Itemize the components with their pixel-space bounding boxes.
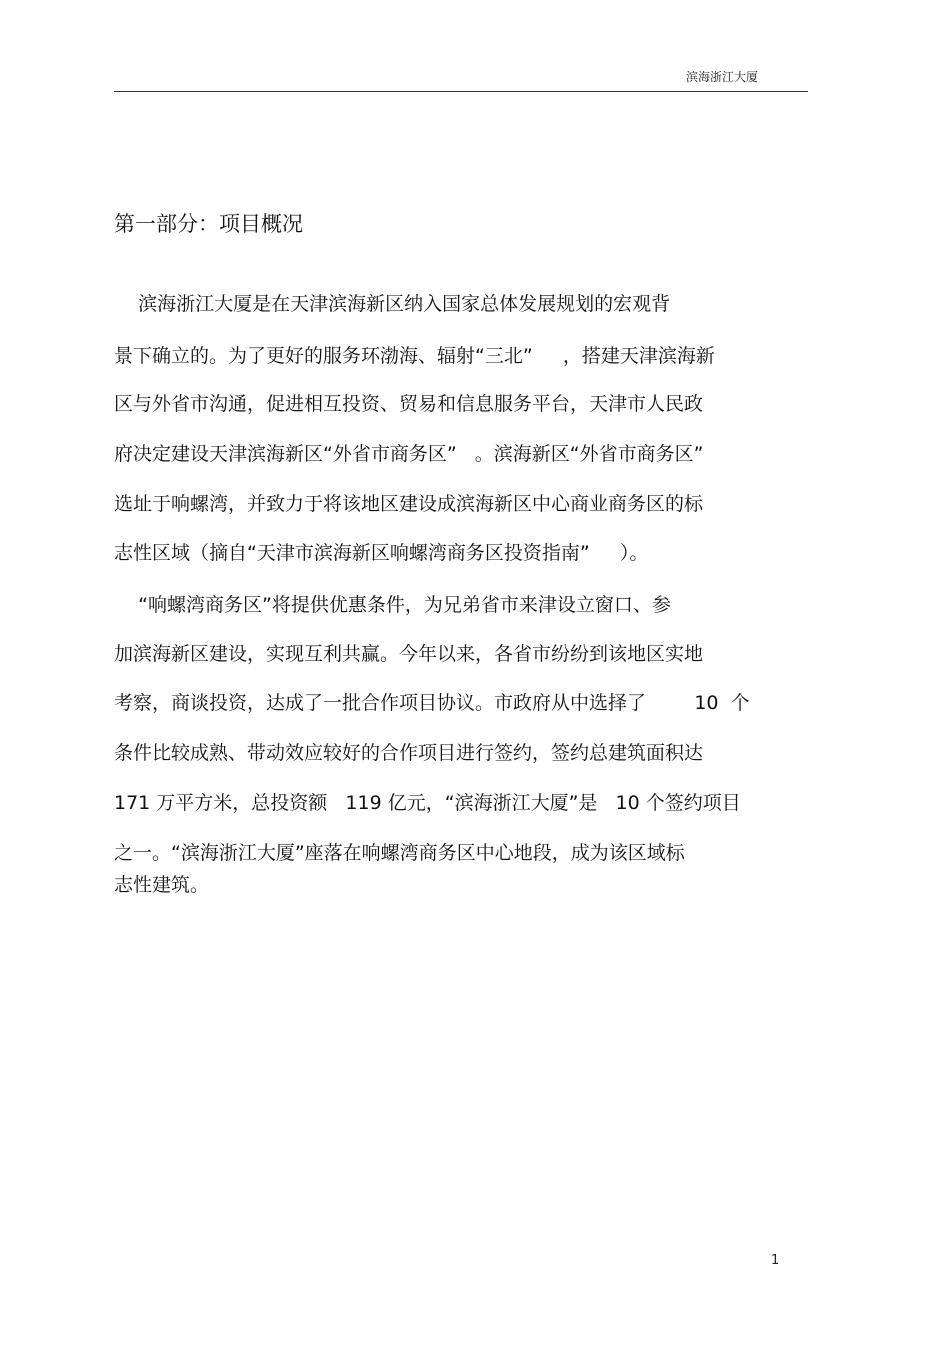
body-line: 志性建筑。 <box>114 874 210 896</box>
section-heading: 第一部分：项目概况 <box>114 212 303 236</box>
body-line: 考察，商谈投资，达成了一批合作项目协议。市政府从中选择了 10 个 <box>114 692 750 714</box>
body-line: 加滨海新区建设，实现互利共赢。今年以来，各省市纷纷到该地区实地 <box>114 643 704 665</box>
running-header: 滨海浙江大厦 <box>685 70 758 84</box>
header-rule <box>114 91 808 92</box>
body-line: 171 万平方米，总投资额 119 亿元，“滨海浙江大厦”是 10 个签约项目 <box>114 792 741 814</box>
body-line: 区与外省市沟通，促进相互投资、贸易和信息服务平台，天津市人民政 <box>114 393 704 415</box>
body-line: 之一。“滨海浙江大厦”座落在响螺湾商务区中心地段，成为该区域标 <box>114 842 685 864</box>
body-line: 条件比较成熟、带动效应较好的合作项目进行签约，签约总建筑面积达 <box>114 742 704 764</box>
body-line: 府决定建设天津滨海新区“外省市商务区” 。滨海新区“外省市商务区” <box>114 443 704 465</box>
body-line: 景下确立的。为了更好的服务环渤海、辐射“三北” ，搭建天津滨海新 <box>114 345 715 367</box>
page-number: 1 <box>771 1253 780 1268</box>
body-line: 选址于响螺湾，并致力于将该地区建设成滨海新区中心商业商务区的标 <box>114 493 704 515</box>
body-line: “响螺湾商务区”将提供优惠条件，为兄弟省市来津设立窗口、参 <box>114 594 671 616</box>
body-line: 志性区域（摘自“天津市滨海新区响螺湾商务区投资指南” ）。 <box>114 542 649 564</box>
body-line: 滨海浙江大厦是在天津滨海新区纳入国家总体发展规划的宏观背 <box>114 293 671 315</box>
